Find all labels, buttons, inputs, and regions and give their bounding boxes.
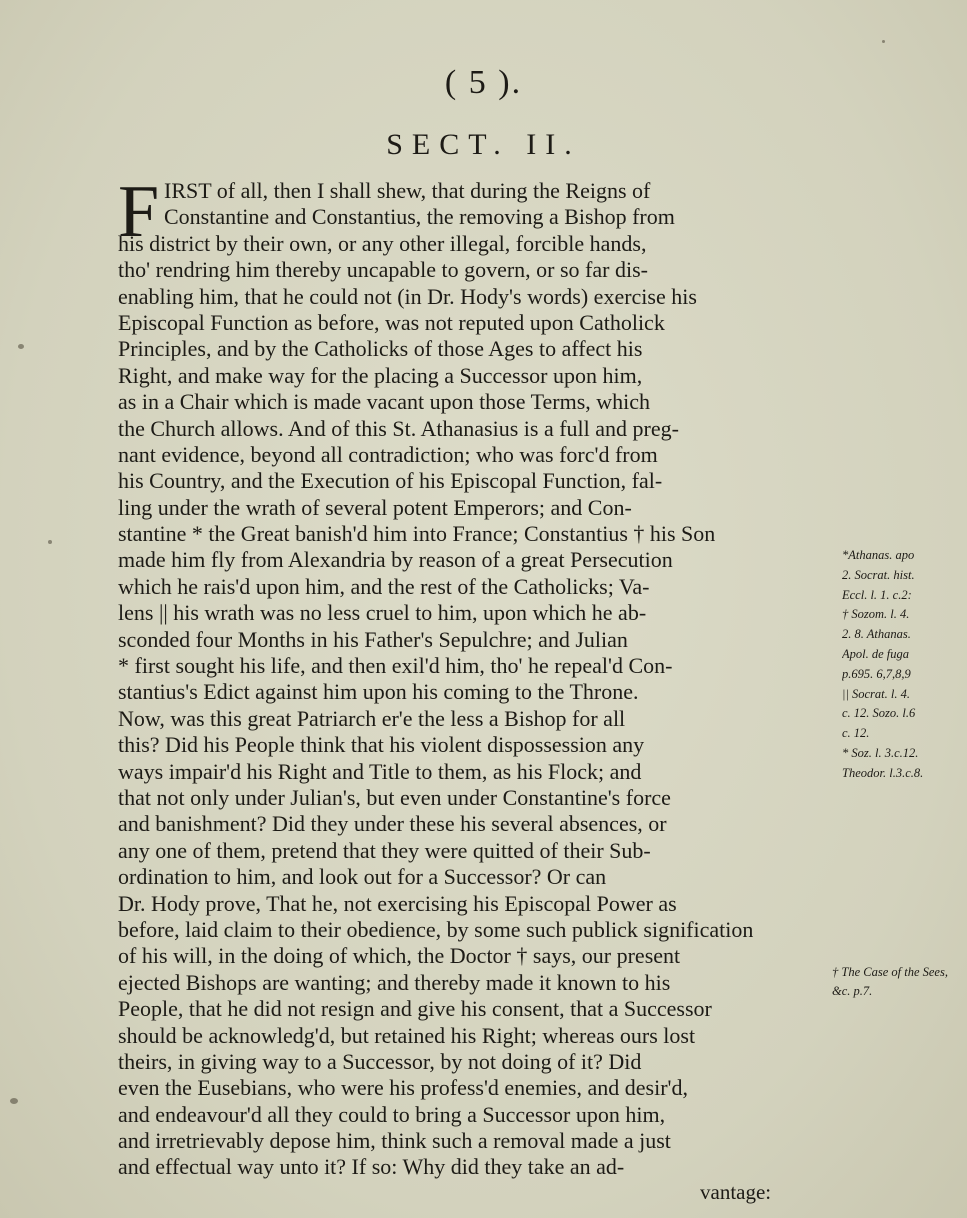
text-line: IRST of all, then I shall shew, that during the Reigns of [164,178,651,203]
text-line: ling under the wrath of several potent Emperors; and Con- [118,494,632,520]
paper-speck [48,540,52,544]
text-line: Right, and make way for the placing a Successor upon him, [118,362,643,388]
margin-notes [842,546,967,784]
paper-speck [10,1098,18,1104]
text-line: Episcopal Function as before, was not reputed upon Catholick [118,309,665,335]
text-line: ejected Bishops are wanting; and thereby made it known to his [118,969,671,995]
text-line: before, laid claim to their obedience, by some such publick signification [118,916,754,942]
text-line: the Church allows. And of this St. Athanasius is a full and preg- [118,415,679,441]
text-line: this? Did his People think that his violent dispossession any [118,732,645,758]
margin-note: Theodor. l.3.c.8. [842,765,924,780]
text-line: even the Eusebians, who were his profess'd enemies, and desir'd, [118,1075,688,1101]
text-line: People, that he did not resign and give his consent, that a Successor [118,996,712,1022]
text-line: of his will, in the doing of which, the Doctor † says, our present [118,943,681,969]
text-line: ways impair'd his Right and Title to them, as his Flock; and [118,758,642,784]
text-line: that not only under Julian's, but even under Constantine's force [118,784,671,810]
margin-note: 2. Socrat. hist. [842,567,915,582]
margin-note: c. 12. Sozo. l.6 [842,706,916,721]
margin-note: || Socrat. l. 4. [842,686,910,701]
drop-cap: F [118,171,160,253]
margin-note: Apol. de fuga [842,646,910,661]
text-line: and irretrievably depose him, think such a removal made a just [118,1128,671,1154]
text-line: enabling him, that he could not (in Dr. Hody's words) exercise his [118,283,697,309]
margin-note-lower: † The Case of the Sees, &c. p.7. [832,965,948,998]
text-line: Dr. Hody prove, That he, not exercising his Episcopal Power as [118,890,677,916]
text-line: his Country, and the Execution of his Episcopal Function, fal- [118,468,663,494]
text-line: Constantine and Constantius, the removing a Bishop from [164,204,675,230]
margin-note: * Soz. l. 3.c.12. [842,745,919,760]
text-line: as in a Chair which is made vacant upon those Terms, which [118,389,651,415]
text-line: any one of them, pretend that they were quitted of their Sub- [118,837,651,863]
margin-note: c. 12. [842,726,870,741]
text-line: should be acknowledg'd, but retained his Right; whereas ours lost [118,1022,696,1048]
text-line: ordination to him, and look out for a Successor? Or can [118,864,607,890]
page-number: ( 5 ). [444,64,523,101]
text-line: stantius's Edict against him upon his coming to the Throne. [118,679,639,705]
text-line: which he rais'd upon him, and the rest of the Catholicks; Va- [118,573,650,599]
margin-note: Eccl. l. 1. c.2: [842,587,912,602]
text-line: theirs, in giving way to a Successor, by not doing of it? Did [118,1048,642,1074]
margin-note: *Athanas. apo [842,548,915,562]
margin-note: † Sozom. l. 4. [842,607,910,622]
catchword: vantage: [700,1180,772,1204]
text-line: and effectual way unto it? If so: Why did they take an ad- [118,1154,625,1180]
text-line: and endeavour'd all they could to bring a Successor upon him, [118,1101,666,1127]
text-line: tho' rendring him thereby uncapable to govern, or so far dis- [118,257,648,283]
section-title: SECT. II. [386,128,581,161]
text-line: sconded four Months in his Father's Sepulchre; and Julian [118,626,628,652]
text-line: Principles, and by the Catholicks of those Ages to affect his [118,336,643,362]
paper-speck [882,40,885,43]
margin-note: p.695. 6,7,8,9 [842,666,911,681]
text-line: Now, was this great Patriarch er'e the less a Bishop for all [118,705,626,731]
paper-speck [18,344,24,349]
text-line: stantine * the Great banish'd him into France; Constantius † his Son [118,521,716,547]
margin-note: 2. 8. Athanas. [842,627,911,642]
text-line: * first sought his life, and then exil'd him, tho' he repeal'd Con- [118,653,673,679]
body-text [118,171,830,1181]
text-line: and banishment? Did they under these his several absences, or [118,811,667,837]
text-line: made him fly from Alexandria by reason of a great Persecution [118,547,673,573]
text-line: his district by their own, or any other illegal, forcible hands, [118,230,647,256]
text-line: nant evidence, beyond all contradiction; who was forc'd from [118,441,658,467]
text-line: lens || his wrath was no less cruel to him, upon which he ab- [118,600,647,626]
